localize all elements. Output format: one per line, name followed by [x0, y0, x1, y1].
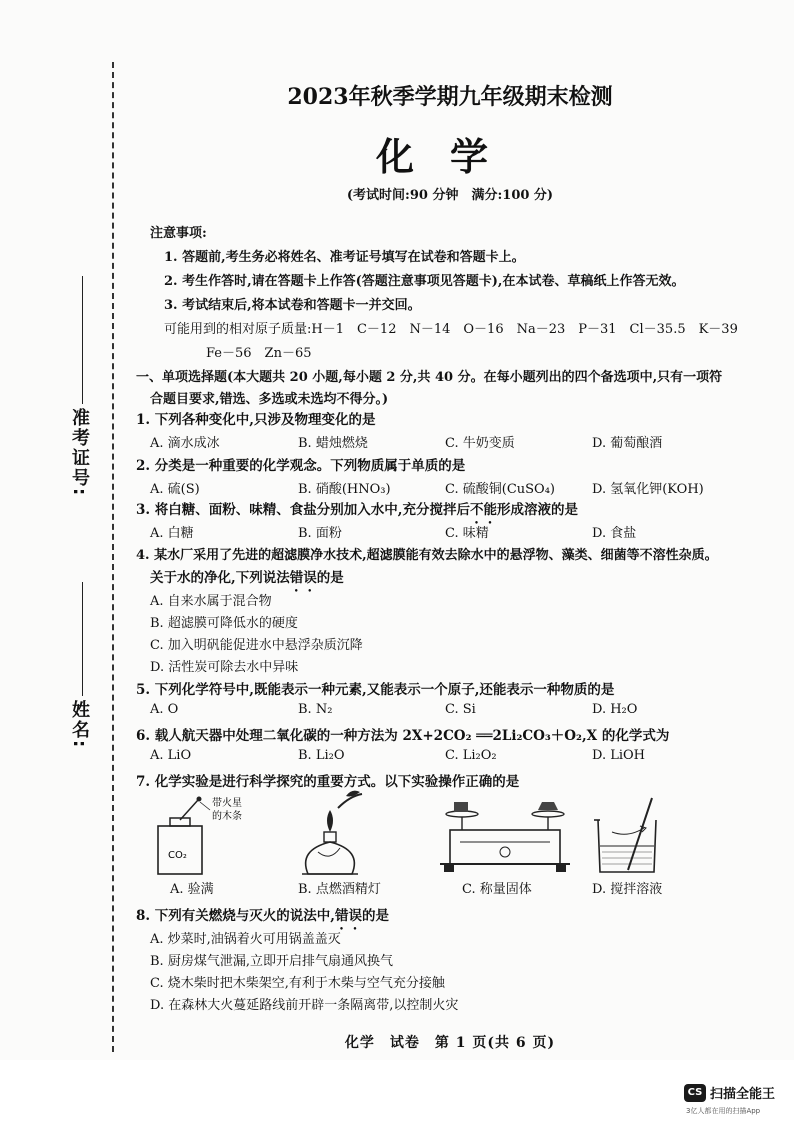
q7-option-a: A. 验满	[170, 882, 214, 897]
q6-option-c: C. Li₂O₂	[445, 748, 497, 763]
q7-stem: 7. 化学实验是进行科学探究的重要方式。以下实验操作正确的是	[136, 774, 520, 790]
note-item-1: 1. 答题前,考生务必将姓名、准考证号填写在试卷和答题卡上。	[164, 250, 525, 265]
q2-option-a: A. 硫(S)	[150, 482, 200, 497]
exam-time-info: (考试时间:90 分钟 满分:100 分)	[346, 188, 554, 203]
q8-stem-post: 的是	[362, 908, 389, 924]
name-label: 姓名:	[69, 700, 90, 750]
subject-title: 化学	[375, 134, 524, 179]
q6-option-a: A. LiO	[150, 748, 192, 763]
scanner-app-name: 扫描全能王	[710, 1087, 776, 1102]
q8-option-c: C. 烧木柴时把木柴架空,有利于木柴与空气充分接触	[150, 976, 445, 991]
section1-instructions-1: 一、单项选择题(本大题共 20 小题,每小题 2 分,共 40 分。在每小题列出的四个备选项中,只有一项符	[136, 370, 723, 385]
q2-option-d: D. 氢氧化钾(KOH)	[592, 482, 704, 497]
label-glowing-stick-1: 带火星	[212, 798, 242, 809]
label-glowing-stick-2: 的木条	[212, 811, 242, 822]
q7-option-c: C. 称量固体	[462, 882, 532, 897]
name-blank-line	[82, 582, 83, 696]
illustration-beaker	[594, 798, 656, 872]
q3-stem-emphasis: 不能	[470, 502, 497, 518]
q4-option-a: A. 自来水属于混合物	[150, 594, 272, 609]
q3-option-a: A. 白糖	[150, 526, 194, 541]
atomic-masses-line2: Fe－56 Zn－65	[206, 346, 312, 361]
q5-option-c: C. Si	[445, 702, 476, 717]
q4-stem-emphasis: 错误	[289, 570, 317, 586]
q4-option-d: D. 活性炭可除去水中异味	[150, 660, 299, 675]
scanner-app-tagline: 3亿人都在用的扫描App	[686, 1107, 761, 1115]
q4-stem-post: 的是	[316, 570, 344, 586]
q3-stem-post: 形成溶液的是	[497, 502, 578, 518]
q1-stem: 1. 下列各种变化中,只涉及物理变化的是	[136, 412, 376, 428]
binding-dashed-line	[112, 62, 114, 1052]
q5-option-a: A. O	[150, 702, 179, 717]
q1-option-a: A. 滴水成冰	[150, 436, 220, 451]
q1-option-b: B. 蜡烛燃烧	[298, 436, 368, 451]
q3-stem	[136, 498, 578, 527]
q4-option-c: C. 加入明矾能促进水中悬浮杂质沉降	[150, 638, 363, 653]
q8-stem-emphasis: 错误	[335, 908, 362, 924]
exam-title: 2023年秋季学期九年级期末检测	[287, 84, 613, 110]
q2-option-c: C. 硫酸铜(CuSO₄)	[445, 482, 555, 497]
q8-stem-pre: 8. 下列有关燃烧与灭火的说法中,	[136, 908, 335, 924]
scanner-logo-icon: CS	[684, 1084, 706, 1102]
page-footer: 化学 试卷 第 1 页(共 6 页)	[344, 1035, 556, 1051]
illustration-gas-bottle	[158, 796, 242, 874]
q8-option-b: B. 厨房煤气泄漏,立即开启排气扇通风换气	[150, 954, 393, 969]
label-co2: CO₂	[168, 850, 187, 861]
exam-id-label: 准考证号:	[69, 408, 90, 498]
q4-option-b: B. 超滤膜可降低水的硬度	[150, 616, 298, 631]
q5-stem: 5. 下列化学符号中,既能表示一种元素,又能表示一个原子,还能表示一种物质的是	[136, 682, 615, 698]
q8-option-d: D. 在森林大火蔓延路线前开辟一条隔离带,以控制火灾	[150, 998, 459, 1013]
q8-option-a: A. 炒菜时,油锅着火可用锅盖盖灭	[150, 932, 341, 947]
q2-stem: 2. 分类是一种重要的化学观念。下列物质属于单质的是	[136, 458, 466, 474]
q6-stem: 6. 载人航天器中处理二氧化碳的一种方法为 2X+2CO₂ ══2Li₂CO₃＋O₂,X 的化学式为	[136, 728, 670, 744]
q5-option-d: D. H₂O	[592, 702, 638, 717]
atomic-masses-line1: 可能用到的相对原子质量:H－1 C－12 N－14 O－16 Na－23 P－31 Cl－35.5 K－39	[164, 322, 738, 337]
q2-option-b: B. 硝酸(HNO₃)	[298, 482, 391, 497]
q6-option-d: D. LiOH	[592, 748, 646, 763]
q3-stem-pre: 3. 将白糖、面粉、味精、食盐分别加入水中,充分搅拌后	[136, 502, 470, 518]
q7-option-d: D. 搅拌溶液	[592, 882, 663, 897]
exam-id-blank-line	[82, 276, 83, 404]
illustration-balance	[440, 802, 570, 872]
q1-option-d: D. 葡萄酿酒	[592, 436, 663, 451]
q7-illustrations	[140, 790, 700, 878]
q3-option-d: D. 食盐	[592, 526, 637, 541]
notes-heading: 注意事项:	[150, 226, 207, 241]
q6-option-b: B. Li₂O	[298, 748, 345, 763]
q4-stem-line1: 4. 某水厂采用了先进的超滤膜净水技术,超滤膜能有效去除水中的悬浮物、藻类、细菌等不溶性杂质。	[136, 548, 718, 563]
q3-option-c: C. 味精	[445, 526, 489, 541]
note-item-2: 2. 考生作答时,请在答题卡上作答(答题注意事项见答题卡),在本试卷、草稿纸上作答无效。	[164, 274, 685, 289]
q5-option-b: B. N₂	[298, 702, 333, 717]
illustration-alcohol-lamp	[302, 791, 362, 874]
q7-option-b: B. 点燃酒精灯	[298, 882, 381, 897]
section1-instructions-2: 合题目要求,错选、多选或未选均不得分。)	[150, 392, 389, 407]
q4-stem-pre: 关于水的净化,下列说法	[150, 570, 290, 586]
q1-option-c: C. 牛奶变质	[445, 436, 515, 451]
q3-option-b: B. 面粉	[298, 526, 342, 541]
note-item-3: 3. 考试结束后,将本试卷和答题卡一并交回。	[164, 298, 421, 313]
